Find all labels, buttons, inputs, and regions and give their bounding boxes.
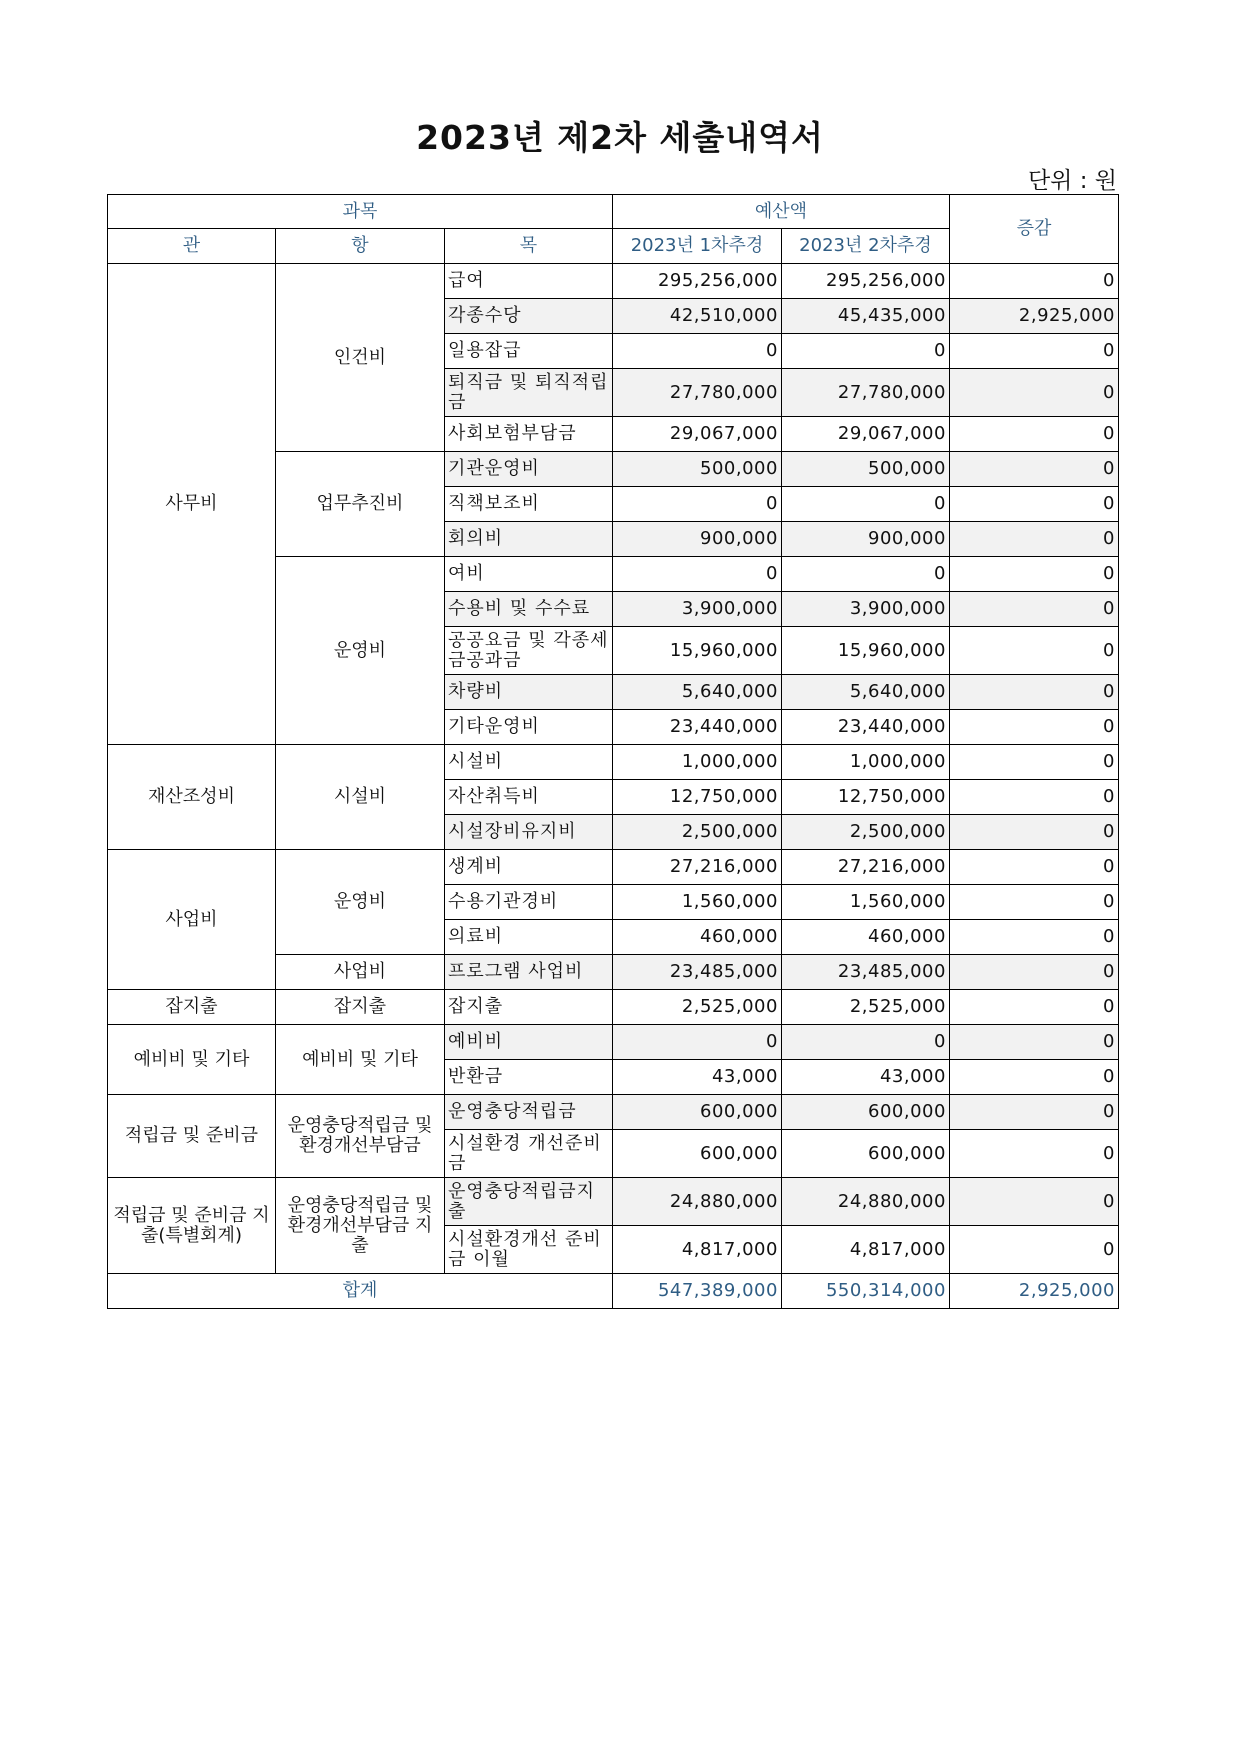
first-amount: 12,750,000 [612, 780, 781, 815]
mok-cell: 시설환경 개선준비금 [444, 1130, 612, 1178]
gwan-cell: 사업비 [108, 850, 276, 990]
mok-cell: 수용비 및 수수료 [444, 592, 612, 627]
total-label: 합계 [108, 1274, 613, 1309]
first-amount: 1,000,000 [612, 745, 781, 780]
first-amount: 27,780,000 [612, 369, 781, 417]
second-amount: 15,960,000 [781, 627, 949, 675]
second-amount: 4,817,000 [781, 1226, 949, 1274]
change-amount: 0 [949, 264, 1118, 299]
change-amount: 0 [949, 815, 1118, 850]
change-amount: 2,925,000 [949, 299, 1118, 334]
mok-cell: 생계비 [444, 850, 612, 885]
first-amount: 23,440,000 [612, 710, 781, 745]
second-amount: 2,525,000 [781, 990, 949, 1025]
header-mok: 목 [444, 229, 612, 264]
table-row [108, 264, 1119, 299]
mok-cell: 공공요금 및 각종세금공과금 [444, 627, 612, 675]
mok-cell: 프로그램 사업비 [444, 955, 612, 990]
change-amount: 0 [949, 1226, 1118, 1274]
mok-cell: 의료비 [444, 920, 612, 955]
change-amount: 0 [949, 780, 1118, 815]
hang-cell: 운영비 [275, 557, 444, 745]
change-amount: 0 [949, 627, 1118, 675]
change-amount: 0 [949, 955, 1118, 990]
first-amount: 0 [612, 334, 781, 369]
mok-cell: 예비비 [444, 1025, 612, 1060]
first-amount: 2,500,000 [612, 815, 781, 850]
total-change-amount: 2,925,000 [949, 1274, 1118, 1309]
unit-label: 단위 : 원 [1027, 168, 1117, 194]
second-amount: 24,880,000 [781, 1178, 949, 1226]
change-amount: 0 [949, 920, 1118, 955]
second-amount: 1,000,000 [781, 745, 949, 780]
first-amount: 2,525,000 [612, 990, 781, 1025]
total-first-amount: 547,389,000 [612, 1274, 781, 1309]
first-amount: 0 [612, 487, 781, 522]
change-amount: 0 [949, 417, 1118, 452]
second-amount: 460,000 [781, 920, 949, 955]
first-amount: 27,216,000 [612, 850, 781, 885]
second-amount: 0 [781, 557, 949, 592]
change-amount: 0 [949, 1178, 1118, 1226]
change-amount: 0 [949, 369, 1118, 417]
first-amount: 24,880,000 [612, 1178, 781, 1226]
first-amount: 4,817,000 [612, 1226, 781, 1274]
first-amount: 23,485,000 [612, 955, 781, 990]
second-amount: 0 [781, 1025, 949, 1060]
mok-cell: 시설장비유지비 [444, 815, 612, 850]
first-amount: 15,960,000 [612, 627, 781, 675]
hang-cell: 운영비 [275, 850, 444, 955]
expenditure-table [107, 194, 1119, 1309]
first-amount: 29,067,000 [612, 417, 781, 452]
change-amount: 0 [949, 1060, 1118, 1095]
change-amount: 0 [949, 1130, 1118, 1178]
mok-cell: 사회보험부담금 [444, 417, 612, 452]
mok-cell: 각종수당 [444, 299, 612, 334]
header-budget: 예산액 [612, 195, 949, 229]
first-amount: 600,000 [612, 1095, 781, 1130]
change-amount: 0 [949, 990, 1118, 1025]
second-amount: 23,440,000 [781, 710, 949, 745]
second-amount: 1,560,000 [781, 885, 949, 920]
gwan-cell: 사무비 [108, 264, 276, 745]
hang-cell: 업무추진비 [275, 452, 444, 557]
first-amount: 600,000 [612, 1130, 781, 1178]
second-amount: 3,900,000 [781, 592, 949, 627]
change-amount: 0 [949, 1095, 1118, 1130]
second-amount: 600,000 [781, 1095, 949, 1130]
second-amount: 500,000 [781, 452, 949, 487]
change-amount: 0 [949, 592, 1118, 627]
first-amount: 3,900,000 [612, 592, 781, 627]
second-amount: 900,000 [781, 522, 949, 557]
change-amount: 0 [949, 557, 1118, 592]
first-amount: 900,000 [612, 522, 781, 557]
hang-cell: 시설비 [275, 745, 444, 850]
second-amount: 2,500,000 [781, 815, 949, 850]
change-amount: 0 [949, 487, 1118, 522]
second-amount: 5,640,000 [781, 675, 949, 710]
second-amount: 43,000 [781, 1060, 949, 1095]
mok-cell: 기타운영비 [444, 710, 612, 745]
first-amount: 460,000 [612, 920, 781, 955]
change-amount: 0 [949, 885, 1118, 920]
mok-cell: 운영충당적립금 [444, 1095, 612, 1130]
mok-cell: 자산취득비 [444, 780, 612, 815]
mok-cell: 회의비 [444, 522, 612, 557]
hang-cell: 인건비 [275, 264, 444, 452]
table-row [108, 850, 1119, 885]
header-gwamok: 과목 [108, 195, 613, 229]
mok-cell: 퇴직금 및 퇴직적립금 [444, 369, 612, 417]
change-amount: 0 [949, 452, 1118, 487]
first-amount: 0 [612, 557, 781, 592]
table-row [108, 1178, 1119, 1226]
change-amount: 0 [949, 850, 1118, 885]
page-title: 2023년 제2차 세출내역서 [416, 118, 824, 157]
mok-cell: 잡지출 [444, 990, 612, 1025]
mok-cell: 일용잡급 [444, 334, 612, 369]
gwan-cell: 예비비 및 기타 [108, 1025, 276, 1095]
table-row [108, 990, 1119, 1025]
first-amount: 43,000 [612, 1060, 781, 1095]
hang-cell: 사업비 [275, 955, 444, 990]
second-amount: 600,000 [781, 1130, 949, 1178]
first-amount: 500,000 [612, 452, 781, 487]
change-amount: 0 [949, 1025, 1118, 1060]
table-row [108, 1025, 1119, 1060]
second-amount: 45,435,000 [781, 299, 949, 334]
mok-cell: 직책보조비 [444, 487, 612, 522]
gwan-cell: 적립금 및 준비금 [108, 1095, 276, 1178]
hang-cell: 운영충당적립금 및 환경개선부담금 지출 [275, 1178, 444, 1274]
first-amount: 1,560,000 [612, 885, 781, 920]
gwan-cell: 재산조성비 [108, 745, 276, 850]
first-amount: 5,640,000 [612, 675, 781, 710]
total-row [108, 1274, 1119, 1309]
change-amount: 0 [949, 334, 1118, 369]
second-amount: 0 [781, 487, 949, 522]
mok-cell: 반환금 [444, 1060, 612, 1095]
mok-cell: 운영충당적립금지출 [444, 1178, 612, 1226]
hang-cell: 예비비 및 기타 [275, 1025, 444, 1095]
mok-cell: 기관운영비 [444, 452, 612, 487]
hang-cell: 잡지출 [275, 990, 444, 1025]
first-amount: 42,510,000 [612, 299, 781, 334]
hang-cell: 운영충당적립금 및 환경개선부담금 [275, 1095, 444, 1178]
mok-cell: 수용기관경비 [444, 885, 612, 920]
second-amount: 27,780,000 [781, 369, 949, 417]
first-amount: 295,256,000 [612, 264, 781, 299]
second-amount: 27,216,000 [781, 850, 949, 885]
second-amount: 295,256,000 [781, 264, 949, 299]
table-row [108, 1095, 1119, 1130]
second-amount: 12,750,000 [781, 780, 949, 815]
table-row [108, 745, 1119, 780]
gwan-cell: 잡지출 [108, 990, 276, 1025]
change-amount: 0 [949, 745, 1118, 780]
header-first-supplementary: 2023년 1차추경 [612, 229, 781, 264]
header-gwan: 관 [108, 229, 276, 264]
header-change: 증감 [949, 195, 1118, 264]
change-amount: 0 [949, 522, 1118, 557]
second-amount: 0 [781, 334, 949, 369]
mok-cell: 차량비 [444, 675, 612, 710]
mok-cell: 시설비 [444, 745, 612, 780]
header-second-supplementary: 2023년 2차추경 [781, 229, 949, 264]
second-amount: 23,485,000 [781, 955, 949, 990]
first-amount: 0 [612, 1025, 781, 1060]
header-hang: 항 [275, 229, 444, 264]
mok-cell: 시설환경개선 준비금 이월 [444, 1226, 612, 1274]
change-amount: 0 [949, 675, 1118, 710]
gwan-cell: 적립금 및 준비금 지출(특별회계) [108, 1178, 276, 1274]
change-amount: 0 [949, 710, 1118, 745]
mok-cell: 급여 [444, 264, 612, 299]
mok-cell: 여비 [444, 557, 612, 592]
total-second-amount: 550,314,000 [781, 1274, 949, 1309]
second-amount: 29,067,000 [781, 417, 949, 452]
